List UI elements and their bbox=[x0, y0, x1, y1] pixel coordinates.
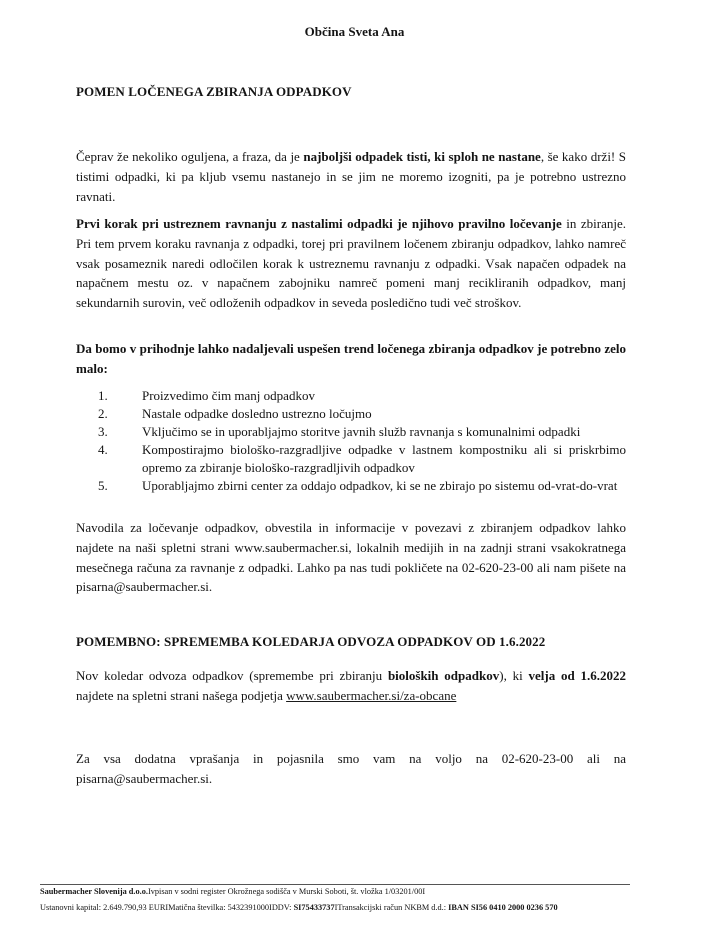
list-item: 3. Vključimo se in uporabljajmo storitve javnih služb ravnanja s komunalnimi odpadki bbox=[98, 424, 581, 439]
paragraph-new-calendar: Nov koledar odvoza odpadkov (spremembe pri zbiranju bioloških odpadkov), ki velja od 1.6.2022 najdete na spletni strani našega podjetja www.saubermacher.si/za-obcane bbox=[76, 668, 627, 703]
section-title-calendar-change: POMEMBNO: SPREMEMBA KOLEDARJA ODVOZA ODPADKOV OD 1.6.2022 bbox=[76, 634, 546, 649]
list-item: 4. Kompostirajmo biološko-razgradljive odpadke v lastnem kompostniku ali si priskrbimo opremo za zbiranje biološko-razgradljivih odpadkov bbox=[98, 442, 626, 475]
paragraph-list-intro: Da bomo v prihodnje lahko nadaljevali uspešen trend ločenega zbiranja odpadkov je potrebno zelo malo: bbox=[76, 341, 626, 376]
footer-registration: Saubermacher Slovenija d.o.o.Ivpisan v sodni register Okrožnega sodišča v Murski Soboti, št. vložka 1/03201/00I bbox=[40, 887, 426, 896]
footer-financial: Ustanovni kapital: 2.649.790,93 EURIMatična številka: 5432391000IDDV: SI75433737ITransakcijski račun NKBM d.d.: IBAN SI56 0410 2000 0236 570 bbox=[40, 903, 558, 912]
paragraph-contact: Za vsa dodatna vprašanja in pojasnila smo vam na voljo na 02-620-23-00 ali na pisarna@saubermacher.si. bbox=[76, 751, 626, 786]
calendar-link[interactable]: www.saubermacher.si/za-obcane bbox=[286, 687, 457, 703]
footer-company-name: Saubermacher Slovenija d.o.o. bbox=[40, 887, 148, 896]
list-item: 2. Nastale odpadke dosledno ustrezno ločujmo bbox=[98, 406, 372, 421]
emphasis-best-waste: najboljši odpadek tisti, ki sploh ne nastane bbox=[303, 149, 541, 164]
municipality-header: Občina Sveta Ana bbox=[304, 24, 405, 39]
emphasis-first-step: Prvi korak pri ustreznem ravnanju z nastalimi odpadki je njihovo pravilno ločevanje bbox=[76, 216, 562, 231]
paragraph-instructions: Navodila za ločevanje odpadkov, obvestila in informacije v povezavi z zbiranjem odpadkov lahko najdete na naši spletni strani www.saubermacher.si, lokalnih medijih in na zadnji strani vsakokratnega mesečnega računa za ravnanje z odpadki. Lahko pa nas tudi pokličete na 02-620-23-00 ali nam pišete na pisarna@saubermacher.si. bbox=[76, 520, 626, 595]
section-title-importance: POMEN LOČENEGA ZBIRANJA ODPADKOV bbox=[76, 84, 352, 99]
list-item: 1. Proizvedimo čim manj odpadkov bbox=[98, 388, 315, 403]
list-item: 5. Uporabljajmo zbirni center za oddajo odpadkov, ki se ne zbirajo po sistemu od-vrat-do-vrat bbox=[98, 478, 618, 493]
paragraph-first-step: Prvi korak pri ustreznem ravnanju z nastalimi odpadki je njihovo pravilno ločevanje in zbiranje. Pri tem prvem koraku ravnanja z odpadki, torej pri pravilnem ločenem zbiranju odpadkov, lahko namreč vsak posameznik naredi odločilen korak k ustreznemu ravnanju z odpadki. Vsak napačen odpadek na napačnem mestu oz. v napačnem zabojniku namreč pomeni manj recikliranih odpadkov, manj sekundarnih surovin, več odloženih odpadkov in seveda posledično tudi več stroškov. bbox=[76, 216, 626, 311]
footer-divider bbox=[40, 884, 630, 885]
tips-list bbox=[98, 387, 626, 495]
paragraph-intro: Čeprav že nekoliko oguljena, a fraza, da je najboljši odpadek tisti, ki sploh ne nastane, še kako drži! S tistimi odpadki, ki pa kljub vsemu nastanejo in se jim ne moremo izogniti, pa je potrebno ustrezno ravnati. bbox=[76, 149, 627, 204]
